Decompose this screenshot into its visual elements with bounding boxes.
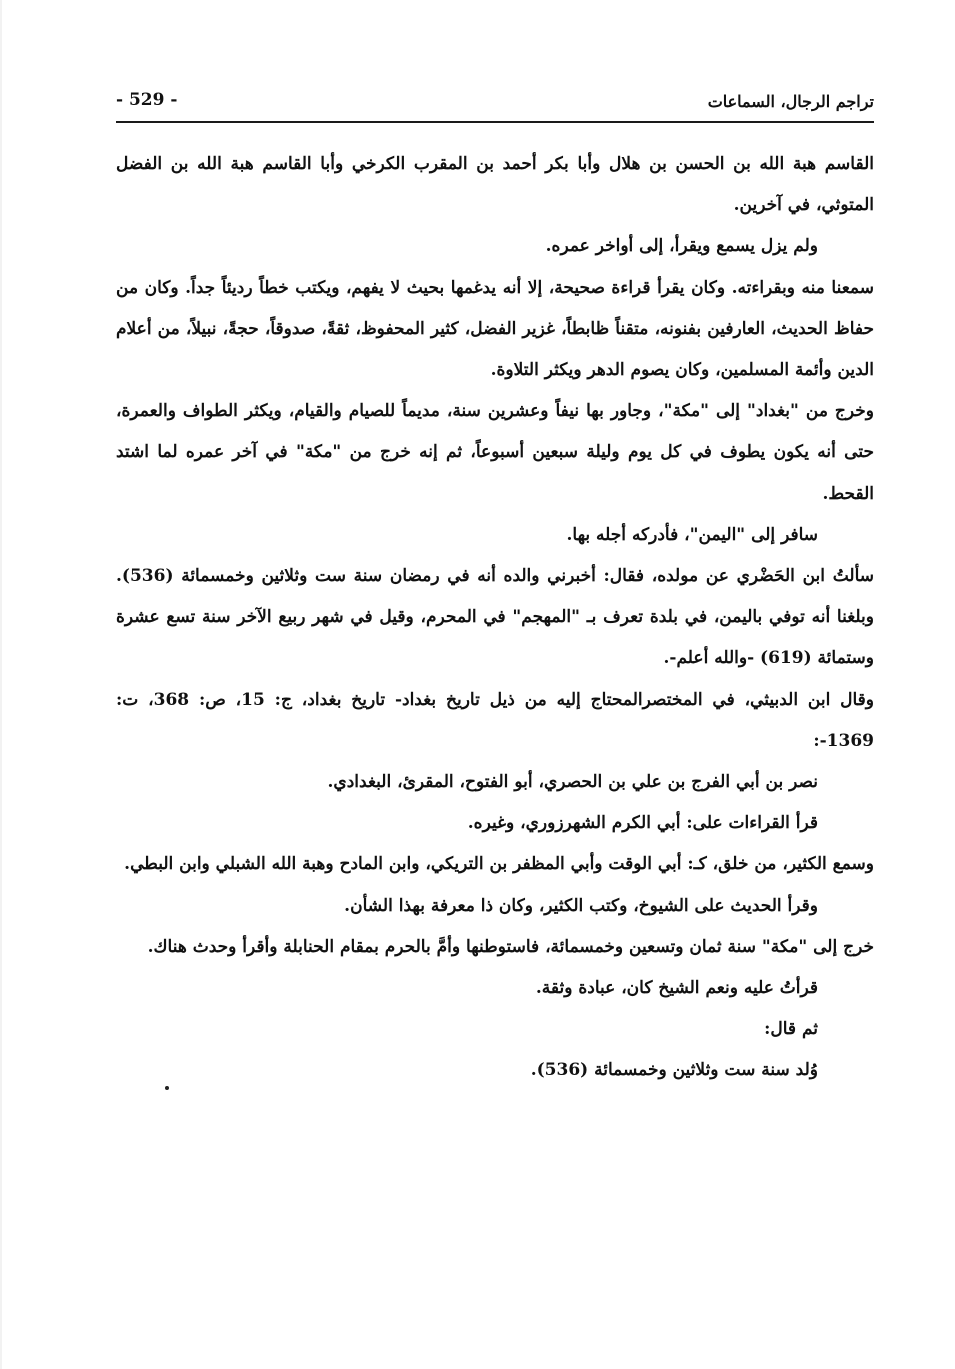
- paragraph-name: نصر بن أبي الفرج بن علي بن الحصري، أبو الفتوح، المقرئ، البغدادي.: [327, 772, 818, 793]
- running-header-title: تراجم الرجال، السماعات: [707, 92, 874, 111]
- paragraph-born: وُلد سنة ست وثلاثين وخمسمائة (536).: [530, 1060, 818, 1081]
- paragraph-teachers-list: القاسم هبة الله بن الحسن بن هلال وأبا بكر أحمد بن المقرب الكرخي وأبا القاسم هبة الله بن الفضل المتوثي، في آخرين.: [116, 154, 874, 216]
- paragraph-dubaythi-citation: وقال ابن الدبيثي، في المختصرالمحتاج إليه من ذيل تاريخ بغداد- تاريخ بغداد، ج: 15، ص: 368، ت: 1369-:: [116, 689, 875, 751]
- paragraph-readings: قرأ القراءات على: أبي الكرم الشهرزوري، وغيره.: [467, 813, 818, 834]
- paragraph-hadith-study: وقرأ الحديث على الشيوخ، وكتب الكثير، وكان ذا معرفة بهذا الشأن.: [344, 895, 818, 916]
- stray-ink-dot: [165, 1086, 169, 1090]
- page-edge: [0, 0, 2, 1369]
- paragraph-mecca-settlement: خرج إلى "مكة" سنة ثمان وتسعين وخمسمائة، فاستوطنها وأمَّ بالحرم بمقام الحنابلة وأقرأ وحدث هناك.: [147, 936, 874, 957]
- paragraph-mecca-residence: وخرج من "بغداد" إلى "مكة"، وجاور بها نيفاً وعشرين سنة، مديماً للصيام والقيام، ويكثر الطواف والعمرة، حتى أنه يكون يطوف في كل يوم وليلة سبعين أسبوعاً، ثم إنه خرج من "مكة" في آخر عمره لما اشتد القحط.: [116, 401, 874, 504]
- paragraph-then-said: ثم قال:: [764, 1019, 818, 1040]
- paragraph-yemen-travel: سافر إلى "اليمن"، فأدركه أجله بها.: [566, 524, 818, 545]
- running-header: [116, 88, 874, 116]
- page-number: - 529 -: [116, 90, 178, 110]
- paragraph-character: سمعنا منه وبقراءته. وكان يقرأ قراءة صحيحة، إلا أنه يدغمها بحيث لا يفهم، ويكتب خطاً رديئاً جداً. وكان من حفاظ الحديث، العارفين بفنونه، متقناً ظابطاً، غزير الفضل، كثير المحفوظ، ثقةً، صدوقاً، حجةً، نبيلاً، من أعلام الدين وأئمة المسلمين، وكان يصوم الدهر ويكثر التلاوة.: [116, 277, 874, 381]
- paragraph-continued-study: ولم يزل يسمع ويقرأ، إلى أواخر عمره.: [545, 236, 818, 257]
- paragraph-praise: قرأتُ عليه ونعم الشيخ كان، عبادة وثقة.: [535, 978, 818, 999]
- body-text: [116, 144, 874, 1092]
- paragraph-birth-death: سألتُ ابن الحَضْري عن مولده، فقال: أخبرني والده أنه في رمضان سنة ست وثلاثين وخمسمائة (536). وبلغنا أنه توفي باليمن، في بلدة تعرف بـ "المهجم" في المحرم، وقيل في شهر ربيع الآخر سنة تسع عشرة وستمائة (619) -والله أعلم-.: [116, 566, 874, 669]
- paragraph-hearing: وسمع الكثير، من خلق، كـ: أبي الوقت وأبي المظفر بن التريكي، وابن المادح وهبة الله الشبلي وابن البطي.: [124, 854, 874, 875]
- header-divider: [116, 121, 874, 123]
